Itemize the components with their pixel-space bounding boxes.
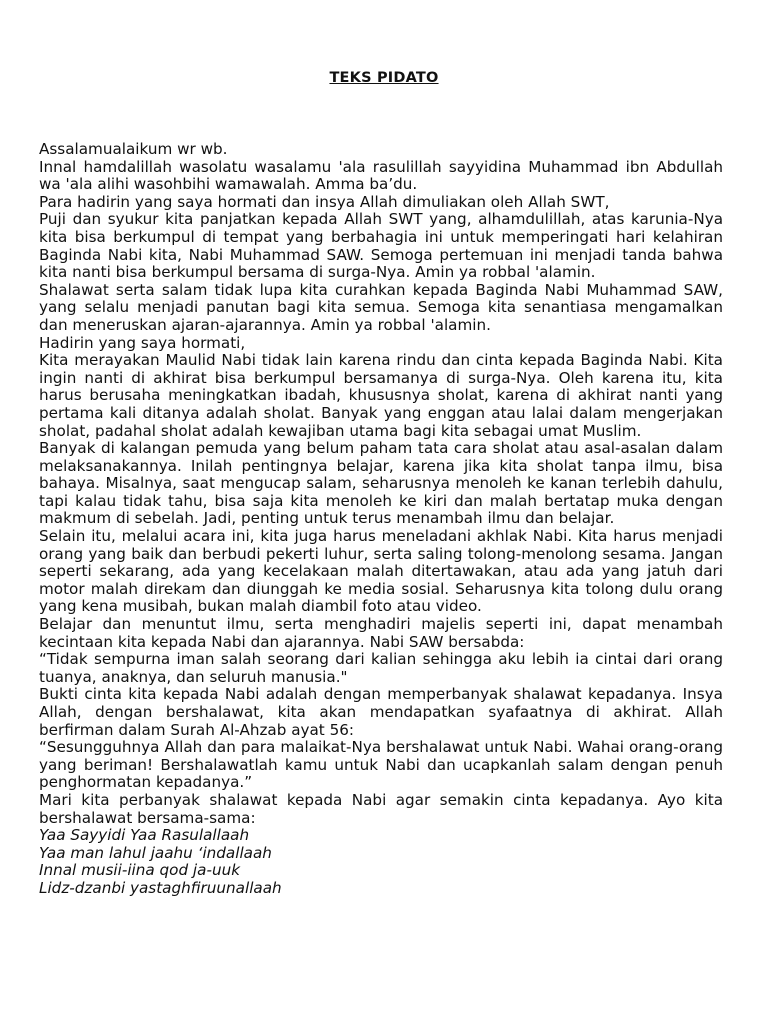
paragraph-invitation: Mari kita perbanyak shalawat kepada Nabi agar semakin cinta kepadanya. Ayo kita bershalawat bersama-sama: xyxy=(39,790,723,827)
paragraph-greeting: Assalamualaikum wr wb. xyxy=(39,140,228,158)
paragraph-proof-of-love: Bukti cinta kita kepada Nabi adalah dengan memperbanyak shalawat kepadanya. Insya Allah, dengan bershalawat, kita akan mendapatkan syafaatnya di akhirat. Allah berfirman dalam Surah Al-Ahzab ayat 56: xyxy=(39,685,723,739)
speech-body xyxy=(39,141,723,898)
paragraph-opening-praise: Innal hamdalillah wasolatu wasalamu 'ala rasulillah sayyidina Muhammad ibn Abdullah wa 'ala alihi wasohbihi wamawalah. Amma ba’du. xyxy=(39,157,723,194)
paragraph-hadith-quote: “Tidak sempurna iman salah seorang dari kalian sehingga aku lebih ia cintai dari orang tuanya, anaknya, dan seluruh manusia." xyxy=(39,650,723,686)
shalawat-line: Lidz-dzanbi yastaghfiruunallaah xyxy=(39,878,282,897)
paragraph-seeking-knowledge: Belajar dan menuntut ilmu, serta menghadiri majelis seperti ini, dapat menambah kecintaan kita kepada Nabi dan ajarannya. Nabi SAW bersabda: xyxy=(39,615,723,651)
paragraph-audience-address-2: Hadirin yang saya hormati, xyxy=(39,333,246,352)
paragraph-gratitude: Puji dan syukur kita panjatkan kepada Allah SWT yang, alhamdulillah, atas karunia-Nya kita bisa berkumpul di tempat yang berbahagia ini untuk memperingati hari kelahiran Baginda Nabi kita, Nabi Muhammad SAW. Semoga pertemuan ini menjadi tanda bahwa kita nanti bisa berkumpul bersama di surga-Nya. Amin ya robbal 'alamin. xyxy=(39,210,723,282)
paragraph-maulid-reason: Kita merayakan Maulid Nabi tidak lain karena rindu dan cinta kepada Baginda Nabi. Kita ingin nanti di akhirat bisa berkumpul bersamanya di surga-Nya. Oleh karena itu, kita harus berusaha meningkatkan ibadah, khususnya sholat, karena di akhirat nanti yang pertama kali ditanya adalah sholat. Banyak yang enggan atau lalai dalam mengerjakan sholat, padahal sholat adalah kewajiban utama bagi kita sebagai umat Muslim. xyxy=(39,351,723,440)
paragraph-learning-sholat: Banyak di kalangan pemuda yang belum paham tata cara sholat atau asal-asalan dalam melaksanakannya. Inilah pentingnya belajar, karena jika kita sholat tanpa ilmu, bisa bahaya. Misalnya, saat mengucap salam, seharusnya menoleh ke kanan terlebih dahulu, tapi kalau tidak tahu, bisa saja kita menoleh ke kiri dan malah bertatap muka dengan makmum di sebelah. Jadi, penting untuk terus menambah ilmu dan belajar. xyxy=(39,439,723,528)
paragraph-shalawat-salam: Shalawat serta salam tidak lupa kita curahkan kepada Baginda Nabi Muhammad SAW, yang selalu menjadi panutan bagi kita semua. Semoga kita senantiasa mengamalkan dan meneruskan ajaran-ajarannya. Amin ya robbal 'alamin. xyxy=(39,280,723,334)
shalawat-line: Yaa man lahul jaahu ‘indallaah xyxy=(39,843,272,862)
shalawat-line: Innal musii-iina qod ja-uuk xyxy=(39,861,240,880)
shalawat-line: Yaa Sayyidi Yaa Rasulallaah xyxy=(39,826,250,845)
paragraph-akhlak: Selain itu, melalui acara ini, kita juga harus meneladani akhlak Nabi. Kita harus menjadi orang yang baik dan berbudi pekerti luhur, serta saling tolong-menolong sesama. Jangan seperti sekarang, ada yang kecelakaan malah ditertawakan, atau ada yang jatuh dari motor malah direkam dan diunggah ke media sosial. Seharusnya kita tolong dulu orang yang kena musibah, bukan malah diambil foto atau video. xyxy=(39,527,723,616)
paragraph-quran-quote: “Sesungguhnya Allah dan para malaikat-Nya bershalawat untuk Nabi. Wahai orang-orang yang beriman! Bershalawatlah kamu untuk Nabi dan ucapkanlah salam dengan penuh penghormatan kepadanya.” xyxy=(39,738,723,792)
paragraph-audience-address: Para hadirin yang saya hormati dan insya Allah dimuliakan oleh Allah SWT, xyxy=(39,192,610,211)
document-title: TEKS PIDATO xyxy=(329,70,439,86)
